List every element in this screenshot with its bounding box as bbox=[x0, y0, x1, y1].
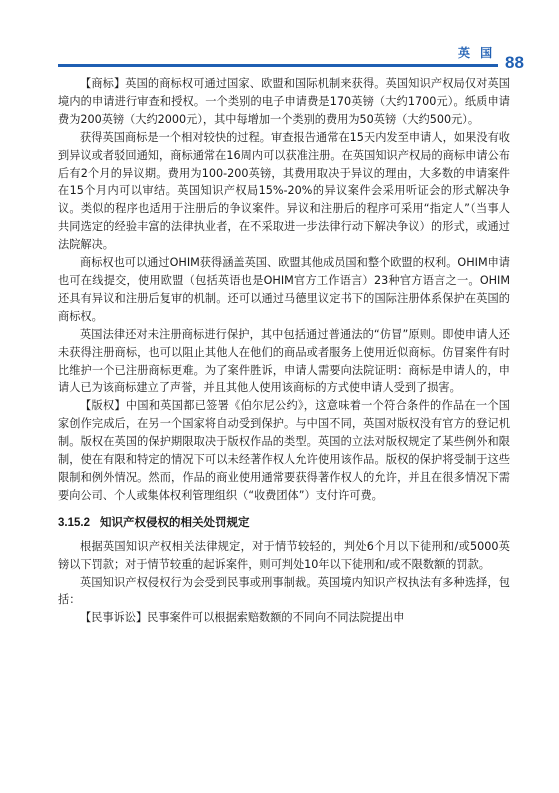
paragraph-civil-litigation: 【民事诉讼】民事案件可以根据索赔数额的不同向不同法院提出申 bbox=[80, 611, 405, 625]
page-number: 88 bbox=[505, 53, 524, 72]
paragraph-penalties: 根据英国知识产权相关法律规定，对于情节较轻的，判处6个月以下徒刑和/或5000英镑以下罚款；对于情节较重的起诉案件，则可判处10年以下徒刑和/或不限数额的罚款。 bbox=[58, 539, 510, 571]
running-header-title: 英 国 bbox=[458, 46, 496, 60]
section-title: 知识产权侵权的相关处罚规定 bbox=[100, 514, 250, 529]
paragraph-trademark-process: 获得英国商标是一个相对较快的过程。审查报告通常在15天内发至申请人，如果没有收到异议或者驳回通知，商标通常在16周内可以获准注册。在英国知识产权局的商标申请公布后有2个月的异议期。费用为100-200英镑，其费用取决于异议的理由，大多数的申请案件在15个月内可以审结。英国知识产权局15%-20%的异议案件会采用听证会的形式解决争议。类似的程序也适用于注册后的争议案件。异议和注册后的程序可采用“指定人”（当事人共同选定的经验丰富的法律执业者，在不采取进一步法律行动下解决争议）的形式，或通过法院解决。 bbox=[58, 130, 510, 252]
paragraph-trademark-intro: 【商标】英国的商标权可通过国家、欧盟和国际机制来获得。英国知识产权局仅对英国境内的申请进行审查和授权。一个类别的电子申请费是170英镑（大约1700元）。纸质申请费为200英镑（大约2000元），其中每增加一个类别的费用为50英镑（大约500元）。 bbox=[58, 77, 510, 126]
section-number: 3.15.2 bbox=[58, 516, 90, 529]
paragraph-enforcement-options: 英国知识产权侵权行为会受到民事或刑事制裁。英国境内知识产权执法有多种选择，包括： bbox=[58, 575, 510, 607]
section-heading bbox=[58, 513, 510, 532]
header-rule bbox=[58, 64, 498, 67]
paragraph-copyright: 【版权】中国和英国都已签署《伯尔尼公约》，这意味着一个符合条件的作品在一个国家创作完成后，在另一个国家将自动受到保护。与中国不同，英国对版权没有官方的登记机制。版权在英国的保护期限取决于版权作品的类型。英国的立法对版权规定了某些例外和限制，使在有限和特定的情况下可以未经著作权人允许使用该作品。版权的保护将受制于这些限制和例外情况。然而，作品的商业使用通常要获得著作权人的允许，并且在很多情况下需要向公司、个人或集体权利管理组织（“收费团体”）支付许可费。 bbox=[58, 399, 510, 502]
page-body bbox=[58, 75, 510, 627]
paragraph-trademark-ohim: 商标权也可以通过OHIM获得涵盖英国、欧盟其他成员国和整个欧盟的权利。OHIM申请也可在线提交，使用欧盟（包括英语也是OHIM官方工作语言）23种官方语言之一。OHIM还具有异议和注册后复审的机制。还可以通过马德里议定书下的国际注册体系保护在英国的商标权。 bbox=[58, 256, 510, 323]
paragraph-unregistered-trademark: 英国法律还对未注册商标进行保护，其中包括通过普通法的“仿冒”原则。即使申请人还未获得注册商标，也可以阻止其他人在他们的商品或者服务上使用近似商标。仿冒案件有时比维护一个已注册商标更难。为了案件胜诉，申请人需要向法院证明：商标是申请人的，申请人已为该商标建立了声誉，并且其他人使用该商标的方式使申请人受到了损害。 bbox=[58, 327, 510, 395]
